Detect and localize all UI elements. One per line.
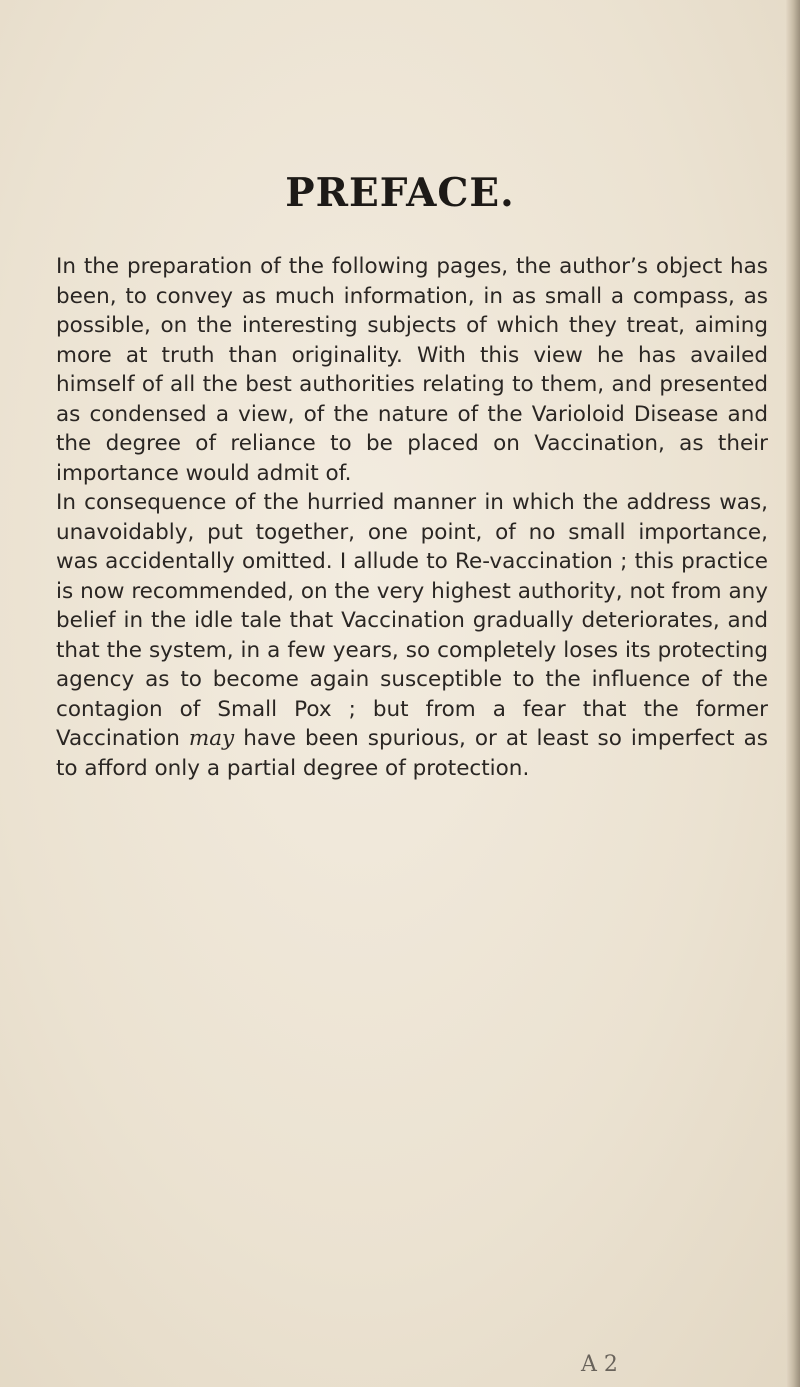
paragraph-2 bbox=[56, 488, 768, 783]
preface-body bbox=[56, 252, 768, 783]
signature-mark: A 2 bbox=[581, 1352, 618, 1377]
paragraph-2-before: In consequence of the hurried manner in which the address was, unavoidably, put together, one point, of no small importance, was accidentally omitted. I allude to Re-vaccination ; this practice is now recommended, on the very highest authority, not from any belief in the idle tale that Vaccination gradually deteriorates, and that the system, in a few years, so completely loses its protecting agency as to become again susceptible to the influence of the contagion of Small Pox ; but from a fear that the former Vaccination bbox=[56, 490, 768, 751]
paragraph-2-emphasis: may bbox=[188, 726, 235, 751]
page-title: PREFACE. bbox=[285, 170, 515, 216]
paragraph-1: In the preparation of the following pages, the author’s object has been, to convey as much information, in as small a compass, as possible, on the interesting subjects of which they treat, aiming more at truth than originality. With this view he has availed himself of all the best authorities relating to them, and presented as condensed a view, of the nature of the Varioloid Disease and the degree of reliance to be placed on Vaccination, as their importance would admit of. bbox=[56, 254, 768, 486]
paragraph-2-after: have been spurious, or at least so imperfect as to afford only a partial degree of protection. bbox=[56, 726, 768, 781]
